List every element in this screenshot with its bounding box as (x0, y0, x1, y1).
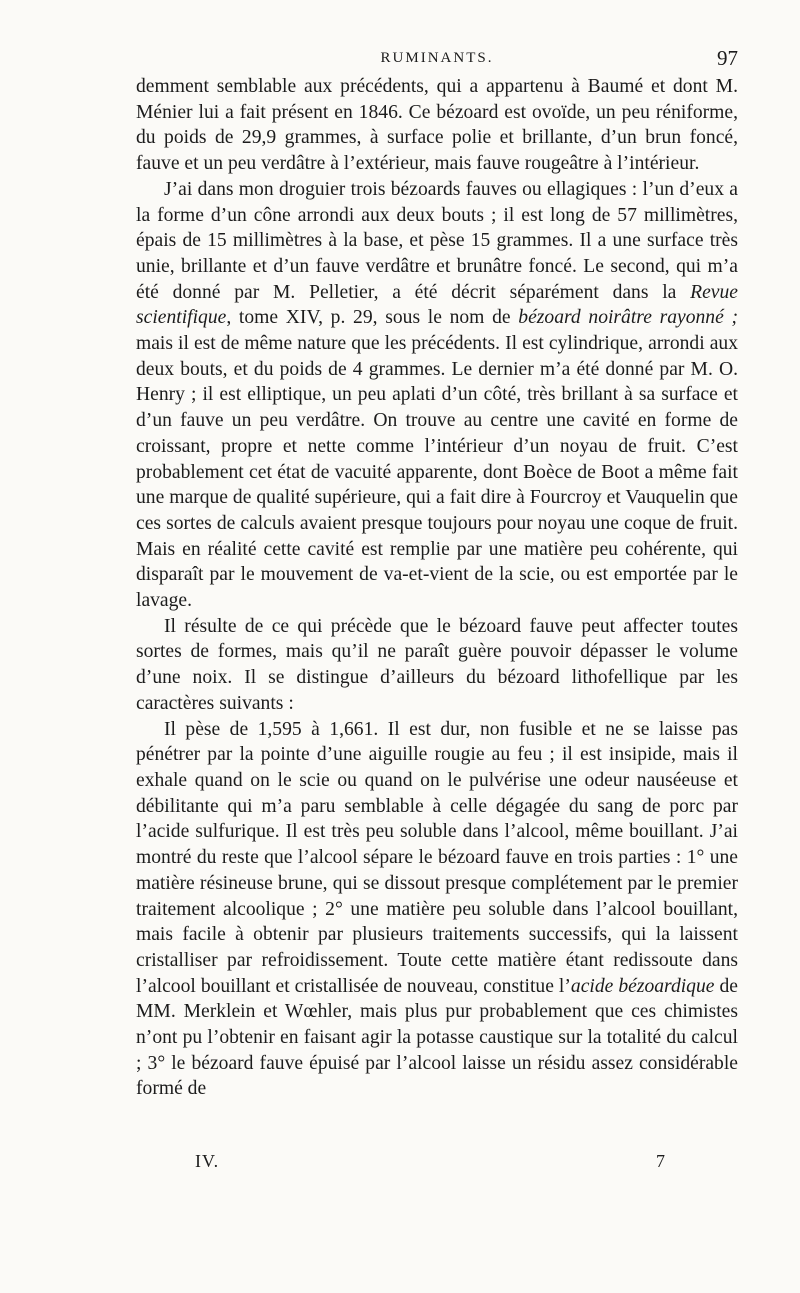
paragraph-continuation (136, 74, 738, 177)
body-text (136, 74, 738, 1102)
specimen-name: bézoard noirâtre rayonné ; (518, 307, 738, 329)
paragraph-text: demment semblable aux précédents, qui a appartenu à Baumé et dont M. Ménier lui a fait présent en 1846. Ce bézoard est ovoïde, un peu réniforme, du poids de 29,9 grammes, à surface polie et brillante, d’un brun foncé, fauve et un peu verdâtre à l’extérieur, mais fauve rougeâtre à l’intérieur. (136, 76, 738, 175)
paragraph-text: J’ai dans mon droguier trois bézoards fauves ou ellagiques : l’un d’eux a la forme d’un cône arrondi aux deux bouts ; il est long de 57 millimètres, épais de 15 millimètres à la base, et pèse 15 grammes. Il a une surface très unie, brillante et d’un fauve verdâtre et brunâtre foncé. Le second, qui m’a été donné par M. Pelletier, a été décrit séparément dans la (136, 178, 738, 303)
acid-name: acide bézoardique (570, 975, 715, 997)
folio-mark: 7 (656, 1151, 665, 1171)
page-number: 97 (717, 46, 738, 70)
journal-title: Revue scientifique (136, 281, 738, 329)
paragraph-text: de MM. Merklein et Wœhler, mais plus pur probablement que ces chimistes n’ont pu l’obtenir en faisant agir la potasse caustique sur la totalité du calcul ; 3° le bézoard fauve épuisé par l’alcool laisse un résidu assez considérable formé de (136, 975, 738, 1100)
page-header (136, 46, 738, 72)
signature-mark: IV. (195, 1151, 220, 1171)
paragraph-properties (136, 717, 738, 1103)
paragraph-forms (136, 614, 738, 717)
paragraph-droguier (136, 177, 738, 614)
paragraph-text: Il pèse de 1,595 à 1,661. Il est dur, non fusible et ne se laisse pas pénétrer par la pointe d’une aiguille rougie au feu ; il est insipide, mais il exhale quand on le scie ou quand on le pulvérise une odeur nauséeuse et débilitante qui m’a paru semblable à celle dégagée du sang de porc par l’acide sulfurique. Il est très peu soluble dans l’alcool, même bouillant. J’ai montré du reste que l’alcool sépare le bézoard fauve en trois parties : 1° une matière résineuse brune, qui se dissout presque complétement par le premier traitement alcoolique ; 2° une matière peu soluble dans l’alcool bouillant, mais facile à obtenir par plusieurs traitements successifs, qui la laissent cristalliser par refroidissement. Toute cette matière étant redissoute dans l’alcool bouillant et cristallisée de nouveau, constitue l’ (136, 718, 738, 997)
paragraph-text: mais il est de même nature que les précédents. Il est cylindrique, arrondi aux deux bouts, et du poids de 4 grammes. Le dernier m’a été donné par M. O. Henry ; il est elliptique, un peu aplati d’un côté, très brillant à sa surface et d’un fauve un peu verdâtre. On trouve au centre une cavité en forme de croissant, propre et nette comme l’intérieur d’un noyau de fruit. C’est probablement cet état de vacuité apparente, dont Boèce de Boot a même fait une marque de qualité supérieure, qui a fait dire à Fourcroy et Vauquelin que ces sortes de calculs avaient presque toujours pour noyau une coque de fruit. Mais en réalité cette cavité est remplie par une matière peu cohérente, qui disparaît par le mouvement de va-et-vient de la scie, ou est emportée par le lavage. (136, 333, 738, 612)
paragraph-text: Il résulte de ce qui précède que le bézoard fauve peut affecter toutes sortes de formes, mais qu’il ne paraît guère pouvoir dépasser le volume d’une noix. Il se distingue d’ailleurs du bézoard lithofellique par les caractères suivants : (136, 615, 738, 714)
running-title: RUMINANTS. (380, 50, 494, 66)
page-footer (195, 1151, 665, 1175)
paragraph-text: , tome XIV, p. 29, sous le nom de (226, 307, 519, 329)
